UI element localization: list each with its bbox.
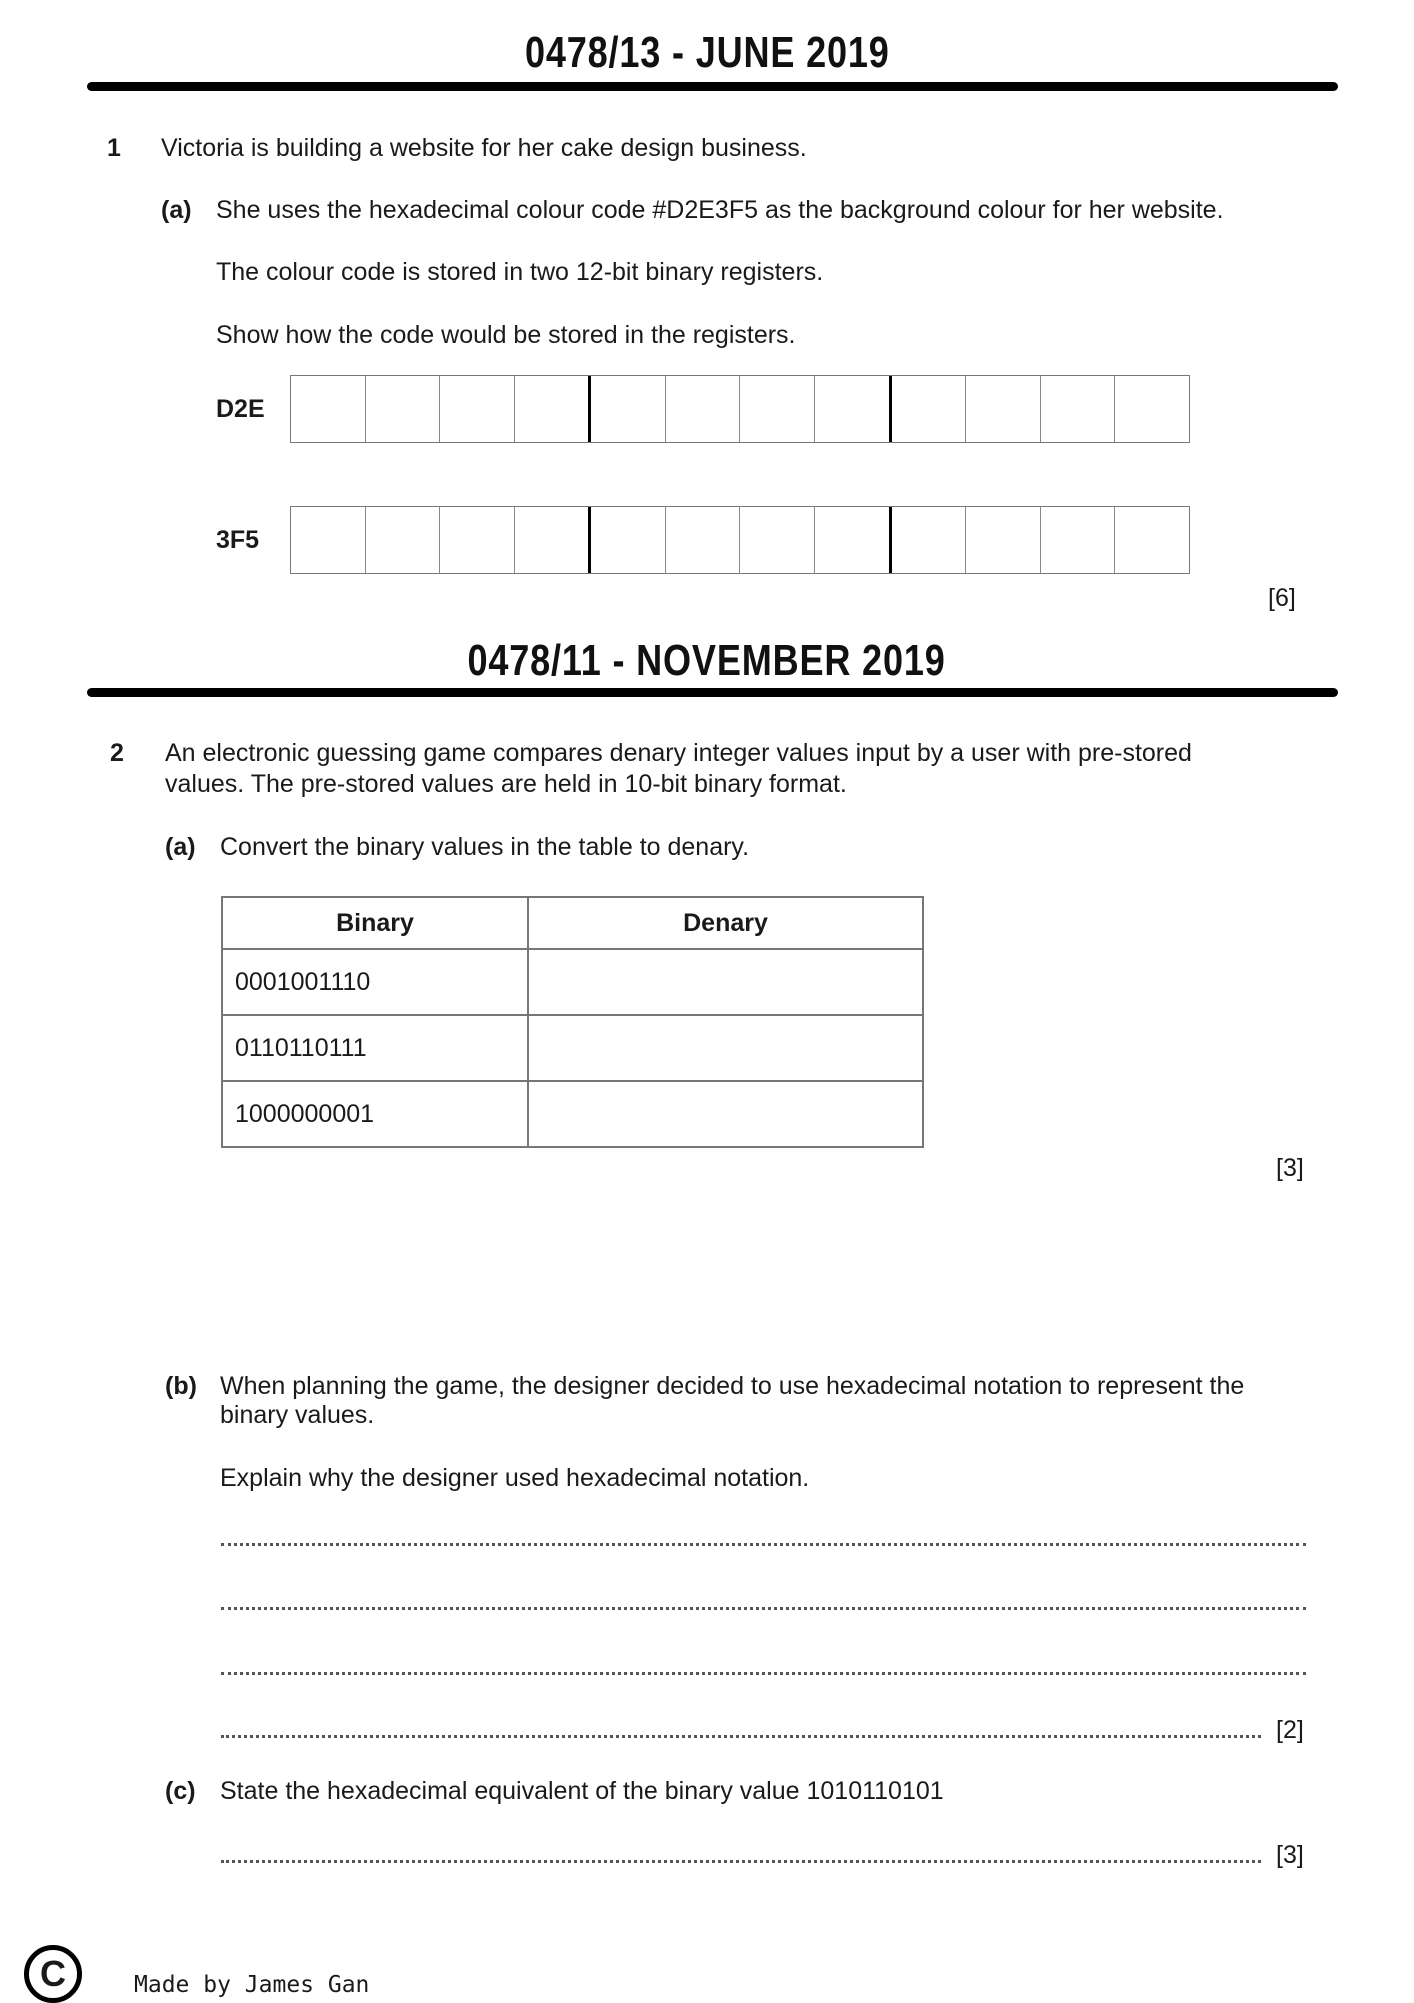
- answer-line[interactable]: [221, 1860, 1261, 1863]
- answer-line[interactable]: [221, 1607, 1306, 1610]
- bit-cell[interactable]: [892, 507, 967, 573]
- bit-cell[interactable]: [366, 376, 441, 442]
- part-label: (b): [165, 1372, 197, 1400]
- column-header: Denary: [528, 897, 923, 949]
- section-title-june-2019: [0, 28, 1414, 78]
- part-text: She uses the hexadecimal colour code #D2E3F5 as the background colour for her website.: [216, 196, 1224, 224]
- question-stem: An electronic guessing game compares denary integer values input by a user with pre-stored: [165, 739, 1192, 767]
- part-label: (a): [161, 196, 192, 224]
- bit-cell[interactable]: [366, 507, 441, 573]
- table-row: [222, 949, 923, 1015]
- marks-label: [3]: [1276, 1841, 1304, 1869]
- answer-line[interactable]: [221, 1735, 1261, 1738]
- bit-cell[interactable]: [591, 507, 666, 573]
- part-text: binary values.: [220, 1401, 375, 1429]
- bit-cell[interactable]: [440, 507, 515, 573]
- table-row: [222, 1015, 923, 1081]
- part-text: Convert the binary values in the table to denary.: [220, 833, 750, 861]
- bit-cell[interactable]: [1115, 376, 1189, 442]
- table-row: [222, 1081, 923, 1147]
- table-header-row: [222, 897, 923, 949]
- register-3f5: [290, 506, 1190, 574]
- part-text: State the hexadecimal equivalent of the binary value 1010110101: [220, 1777, 944, 1805]
- copyright-icon: [24, 1945, 82, 2003]
- bit-cell[interactable]: [892, 376, 967, 442]
- bit-cell[interactable]: [591, 376, 666, 442]
- part-text: When planning the game, the designer decided to use hexadecimal notation to represent the: [220, 1372, 1245, 1400]
- bit-cell[interactable]: [1041, 376, 1116, 442]
- bit-cell[interactable]: [666, 376, 741, 442]
- bit-cell[interactable]: [515, 376, 592, 442]
- marks-label: [3]: [1276, 1154, 1304, 1182]
- bit-cell[interactable]: [966, 376, 1041, 442]
- bit-cell[interactable]: [740, 376, 815, 442]
- register-label: 3F5: [216, 526, 260, 554]
- binary-cell: 0110110111: [222, 1015, 528, 1081]
- denary-answer-cell[interactable]: [528, 1015, 923, 1081]
- answer-line[interactable]: [221, 1672, 1306, 1675]
- register-label: D2E: [216, 395, 265, 423]
- section-title-text: 0478/11 - NOVEMBER 2019: [467, 636, 947, 685]
- part-text: The colour code is stored in two 12-bit binary registers.: [216, 258, 824, 286]
- section-title-text: 0478/13 - JUNE 2019: [524, 28, 890, 77]
- part-text: Show how the code would be stored in the registers.: [216, 321, 796, 349]
- bit-cell[interactable]: [291, 507, 366, 573]
- column-header: Binary: [222, 897, 528, 949]
- marks-label: [6]: [1268, 584, 1296, 612]
- denary-answer-cell[interactable]: [528, 949, 923, 1015]
- question-number: 1: [107, 134, 121, 162]
- bit-cell[interactable]: [966, 507, 1041, 573]
- part-text: Explain why the designer used hexadecimal notation.: [220, 1464, 810, 1492]
- binary-denary-table: [221, 896, 924, 1148]
- section-title-november-2019: [0, 636, 1414, 686]
- question-stem: Victoria is building a website for her cake design business.: [161, 134, 807, 162]
- credit-text: Made by James Gan: [134, 1972, 370, 1998]
- question-number: 2: [110, 739, 124, 767]
- marks-label: [2]: [1276, 1716, 1304, 1744]
- copyright-symbol: C: [40, 1953, 66, 1994]
- part-label: (a): [165, 833, 196, 861]
- bit-cell[interactable]: [815, 507, 892, 573]
- bit-cell[interactable]: [1041, 507, 1116, 573]
- bit-cell[interactable]: [1115, 507, 1189, 573]
- question-stem: values. The pre-stored values are held in 10-bit binary format.: [165, 770, 847, 798]
- part-label: (c): [165, 1777, 196, 1805]
- title-divider: [87, 688, 1338, 697]
- title-divider: [87, 82, 1338, 91]
- bit-cell[interactable]: [815, 376, 892, 442]
- bit-cell[interactable]: [291, 376, 366, 442]
- bit-cell[interactable]: [515, 507, 592, 573]
- register-d2e: [290, 375, 1190, 443]
- bit-cell[interactable]: [440, 376, 515, 442]
- answer-line[interactable]: [221, 1543, 1306, 1546]
- binary-cell: 0001001110: [222, 949, 528, 1015]
- bit-cell[interactable]: [740, 507, 815, 573]
- denary-answer-cell[interactable]: [528, 1081, 923, 1147]
- bit-cell[interactable]: [666, 507, 741, 573]
- binary-cell: 1000000001: [222, 1081, 528, 1147]
